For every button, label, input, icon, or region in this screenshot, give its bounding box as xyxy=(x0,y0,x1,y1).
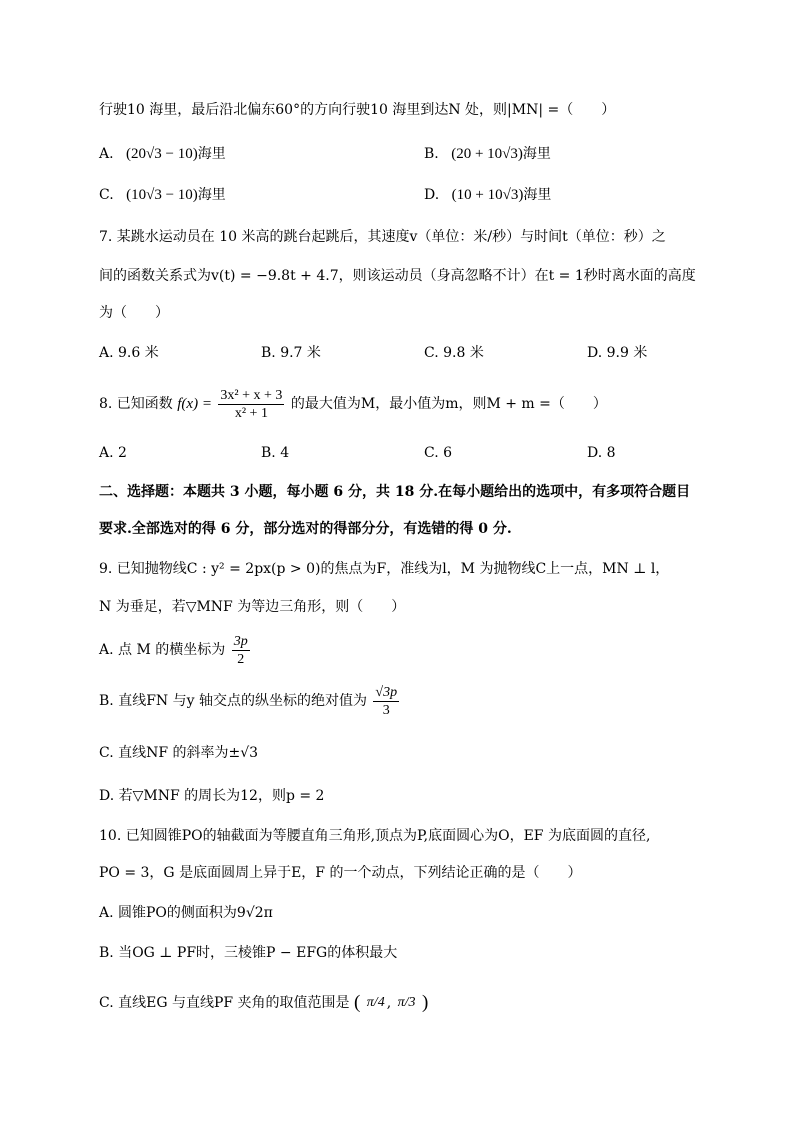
option-expr: (10√3 − 10) xyxy=(126,187,198,203)
option-text: A. 点 M 的横坐标为 xyxy=(99,642,226,658)
q10-line-2: PO = 3，G 是底面圆周上异于E，F 的一个动点，下列结论正确的是（ ） xyxy=(99,865,582,881)
q10-option-c: C. 直线EG 与直线PF 夹角的取值范围是 ( π/4 , π/3 ) xyxy=(99,982,428,1024)
q8-option-a: A. 2 xyxy=(99,445,127,461)
q8-suffix: 的最大值为M，最小值为m，则M + m =（ ） xyxy=(290,396,607,412)
q9-line-2: N 为垂足，若▽MNF 为等边三角形，则（ ） xyxy=(99,599,406,615)
q6-option-c xyxy=(99,185,226,205)
option-unit: 海里 xyxy=(197,146,226,162)
q7-line-2: 间的函数关系式为v(t) = −9.8t + 4.7，则该运动员（身高忽略不计）在t = 1秒时离水面的高度 xyxy=(99,268,696,284)
q8-option-c: C. 6 xyxy=(424,445,453,461)
option-unit: 海里 xyxy=(522,146,551,162)
fraction-numerator: 3p xyxy=(233,633,248,649)
q7-option-b: B. 9.7 米 xyxy=(261,345,321,361)
q7-option-d: D. 9.9 米 xyxy=(587,345,648,361)
option-text: B. 直线FN 与y 轴交点的纵坐标的绝对值为 xyxy=(99,693,367,709)
q9-option-d: D. 若▽MNF 的周长为12，则p = 2 xyxy=(99,788,325,804)
option-unit: 海里 xyxy=(523,187,552,203)
q8-prefix: 8. 已知函数 xyxy=(99,396,173,412)
option-expr: (20 + 10√3) xyxy=(451,146,523,162)
right-paren: ) xyxy=(421,992,429,1013)
q8-fraction xyxy=(218,387,284,422)
section-2-heading-line-2: 要求.全部选对的得 6 分，部分选对的得部分分，有选错的得 0 分. xyxy=(99,521,512,537)
q10-line-1: 10. 已知圆锥PO的轴截面为等腰直角三角形,顶点为P,底面圆心为O，EF 为底面圆的直径, xyxy=(99,828,651,844)
q6-option-b xyxy=(424,144,551,164)
q10-option-a: A. 圆锥PO的侧面积为9√2π xyxy=(99,905,273,921)
q6-option-a xyxy=(99,144,226,164)
q9-option-a xyxy=(99,630,252,670)
q9-option-c: C. 直线NF 的斜率为±√3 xyxy=(99,745,259,761)
range-right-value: π/3 xyxy=(397,995,416,1010)
range-left-value: π/4 xyxy=(366,995,385,1010)
fraction-denominator: 3 xyxy=(382,702,390,718)
q10-option-b: B. 当OG ⊥ PF时，三棱锥P − EFG的体积最大 xyxy=(99,945,398,961)
left-paren: ( xyxy=(354,992,361,1013)
option-label: D. xyxy=(424,187,440,203)
option-label: A. xyxy=(99,146,114,162)
q9-line-1: 9. 已知抛物线C : y² = 2px(p > 0)的焦点为F，准线为l，M 为抛物线C上一点，MN ⊥ l， xyxy=(99,561,670,577)
q7-line-3: 为（ ） xyxy=(99,305,169,321)
q9-a-fraction xyxy=(232,633,250,668)
q8-func: f(x) = xyxy=(177,396,212,412)
q7-option-a: A. 9.6 米 xyxy=(99,345,159,361)
option-text: C. 直线EG 与直线PF 夹角的取值范围是 xyxy=(99,995,350,1011)
q8-option-d: D. 8 xyxy=(587,445,616,461)
q7-option-c: C. 9.8 米 xyxy=(424,345,484,361)
option-label: B. xyxy=(424,146,439,162)
option-expr: (10 + 10√3) xyxy=(451,187,524,203)
q9-option-b xyxy=(99,681,401,721)
section-2-heading-line-1: 二、选择题：本题共 3 小题，每小题 6 分，共 18 分.在每小题给出的选项中，有多项符合题目 xyxy=(99,484,691,500)
q8-option-b: B. 4 xyxy=(261,445,290,461)
fraction-denominator: x² + 1 xyxy=(234,405,268,421)
q7-line-1: 7. 某跳水运动员在 10 米高的跳台起跳后，其速度v（单位：米/秒）与时间t（单位：秒）之 xyxy=(99,229,666,245)
option-label: C. xyxy=(99,187,114,203)
q9-b-fraction xyxy=(373,684,399,719)
fraction-numerator: √3p xyxy=(375,684,398,700)
option-expr: (20√3 − 10) xyxy=(126,146,198,162)
fraction-numerator: 3x² + x + 3 xyxy=(220,387,283,403)
fraction-denominator: 2 xyxy=(237,651,245,667)
option-unit: 海里 xyxy=(197,187,226,203)
q6-option-d xyxy=(424,185,551,205)
q8-stem xyxy=(99,382,607,426)
q6-stem: 行驶10 海里，最后沿北偏东60°的方向行驶10 海里到达N 处，则|MN| =（ ） xyxy=(99,102,616,118)
